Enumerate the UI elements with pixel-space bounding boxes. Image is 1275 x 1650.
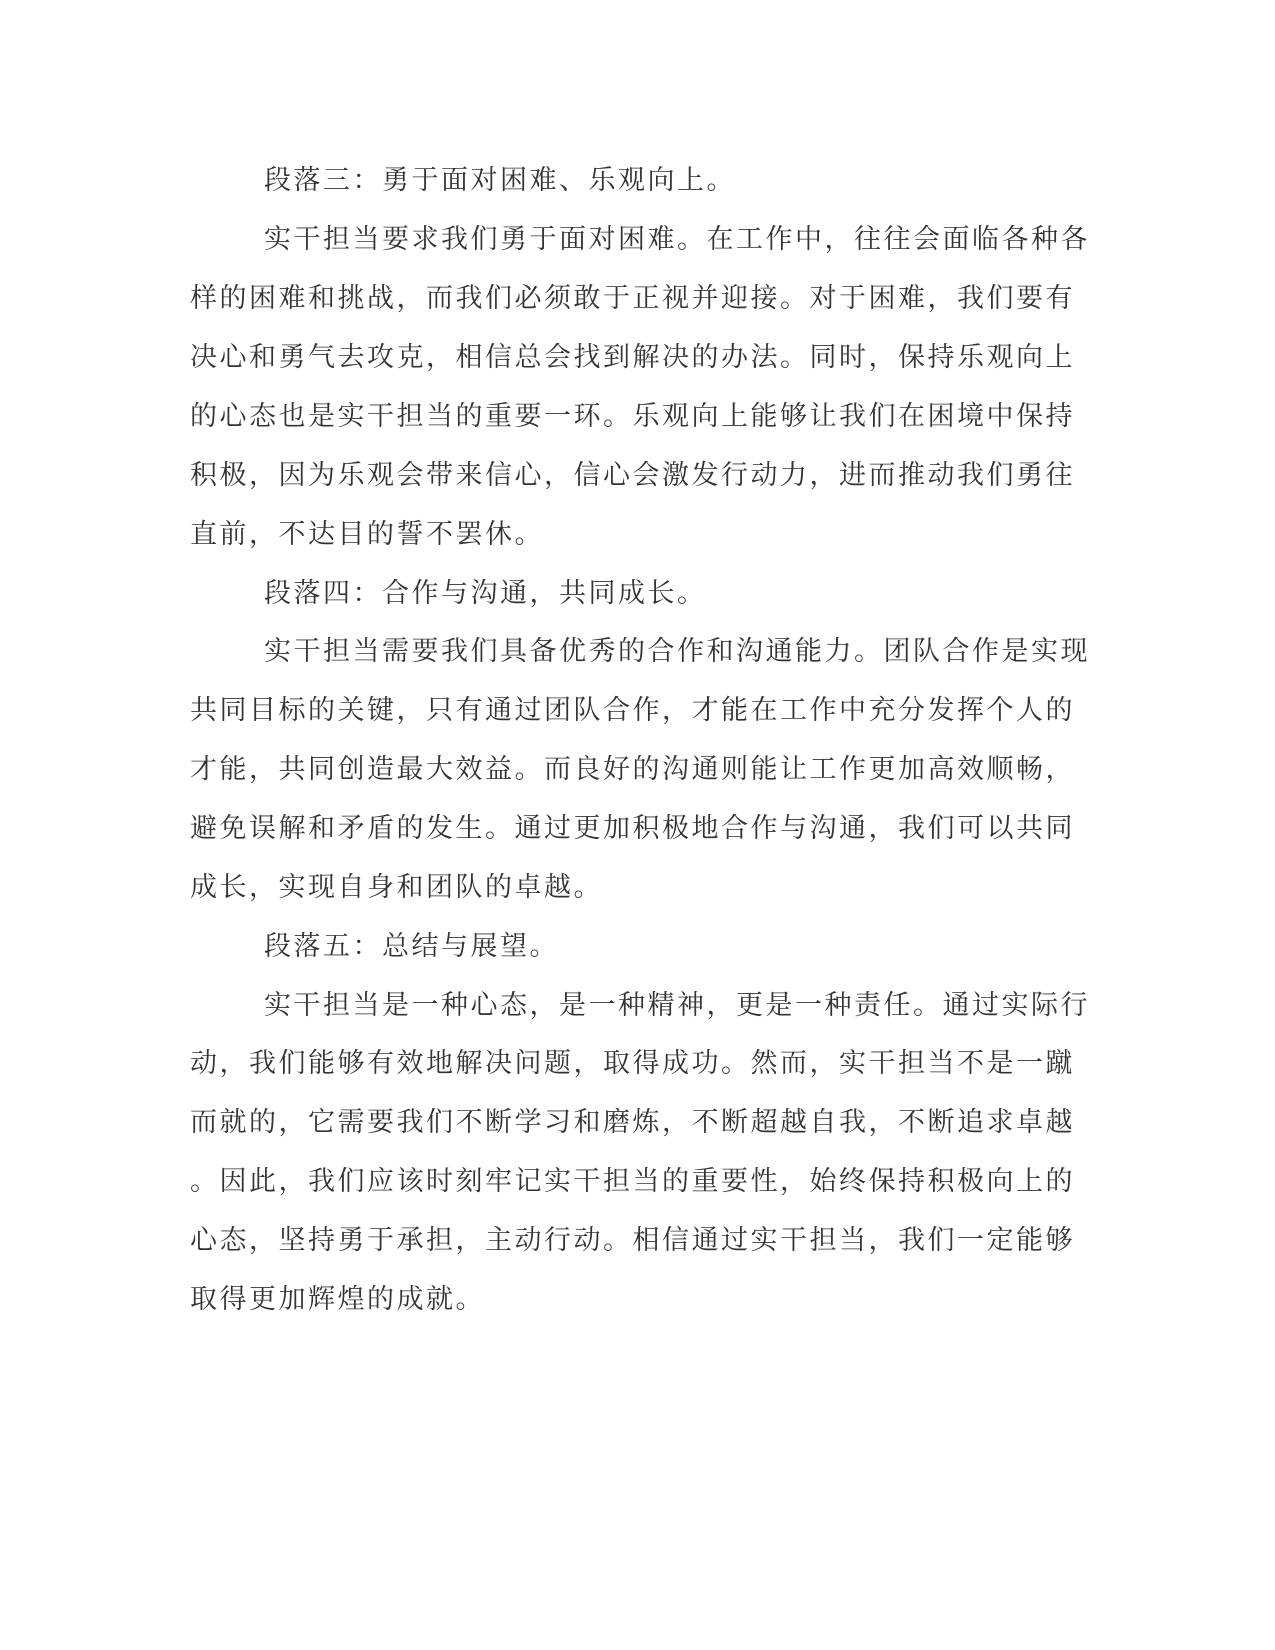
heading-section-five: 段落五：总结与展望。 xyxy=(264,931,559,962)
heading-section-four: 段落四：合作与沟通，共同成长。 xyxy=(264,578,707,609)
text-line: 决心和勇气去攻克，相信总会找到解决的办法。同时，保持乐观向上 xyxy=(190,342,1075,373)
text-line: 才能，共同创造最大效益。而良好的沟通则能让工作更加高效顺畅， xyxy=(190,754,1075,785)
text-line: 而就的，它需要我们不断学习和磨炼，不断超越自我，不断追求卓越 xyxy=(190,1107,1075,1138)
text-line: 实干担当要求我们勇于面对困难。在工作中，往往会面临各种各 xyxy=(264,224,1090,255)
text-line: 实干担当是一种心态，是一种精神，更是一种责任。通过实际行 xyxy=(264,990,1090,1021)
text-line: 动，我们能够有效地解决问题，取得成功。然而，实干担当不是一蹴 xyxy=(190,1048,1075,1079)
text-line: 共同目标的关键，只有通过团队合作，才能在工作中充分发挥个人的 xyxy=(190,695,1075,726)
text-line: 的心态也是实干担当的重要一环。乐观向上能够让我们在困境中保持 xyxy=(190,401,1075,432)
text-line: 避免误解和矛盾的发生。通过更加积极地合作与沟通，我们可以共同 xyxy=(190,813,1075,844)
text-line: 样的困难和挑战，而我们必须敢于正视并迎接。对于困难，我们要有 xyxy=(190,283,1075,314)
text-line: 成长，实现自身和团队的卓越。 xyxy=(190,872,603,903)
text-line: 直前，不达目的誓不罢休。 xyxy=(190,519,544,550)
text-line: 取得更加辉煌的成就。 xyxy=(190,1284,485,1315)
heading-section-three: 段落三：勇于面对困难、乐观向上。 xyxy=(264,165,736,196)
text-line: 心态，坚持勇于承担，主动行动。相信通过实干担当，我们一定能够 xyxy=(190,1225,1075,1256)
text-line: 实干担当需要我们具备优秀的合作和沟通能力。团队合作是实现 xyxy=(264,636,1090,667)
text-line: 。因此，我们应该时刻牢记实干担当的重要性，始终保持积极向上的 xyxy=(190,1166,1075,1197)
text-line: 积极，因为乐观会带来信心，信心会激发行动力，进而推动我们勇往 xyxy=(190,460,1075,491)
